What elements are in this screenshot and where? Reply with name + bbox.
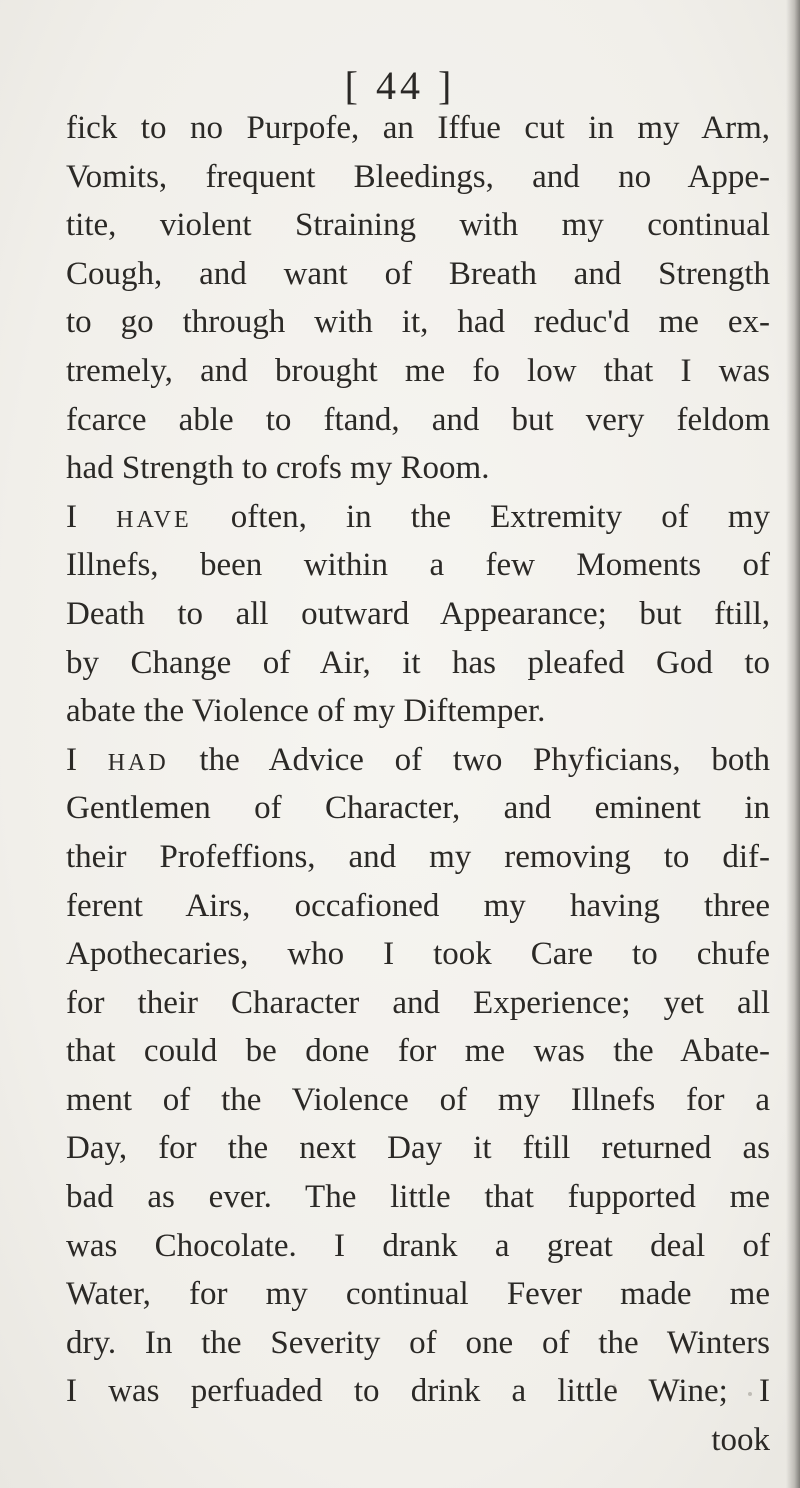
text-line: Vomits, frequent Bleedings, and no Appe- — [66, 158, 770, 195]
text-line: Death to all outward Appearance; but ftill, — [66, 595, 770, 632]
paragraph-opening-line — [66, 493, 770, 542]
text-line: Day, for the next Day it ftill returned as — [66, 1130, 770, 1167]
text-line: ment of the Violence of my Illnefs for a — [66, 1081, 770, 1118]
text-line: Illnefs, been within a few Moments of — [66, 547, 770, 584]
small-caps-lead: HAD — [107, 749, 169, 776]
small-caps-lead: HAVE — [116, 506, 192, 533]
page-number: [ 44 ] — [344, 63, 456, 108]
text-line: I was perfuaded to drink a little Wine; I — [66, 1373, 770, 1410]
text-line: bad as ever. The little that fupported me — [66, 1179, 770, 1216]
paragraph-initial: I — [66, 498, 77, 535]
text-line: ferent Airs, occafioned my having three — [66, 887, 770, 924]
text-line: Apothecaries, who I took Care to chufe — [66, 936, 770, 973]
text-line: fick to no Purpofe, an Iffue cut in my Arm, — [66, 110, 770, 146]
text-line: dry. In the Severity of one of the Winters — [66, 1324, 770, 1361]
text-line-rest: the Advice of two Phyficians, both — [168, 741, 771, 778]
body-text — [66, 104, 770, 1465]
text-line: was Chocolate. I drank a great deal of — [66, 1227, 770, 1264]
text-line: Cough, and want of Breath and Strength — [66, 255, 770, 292]
text-line: by Change of Air, it has pleafed God to — [66, 644, 770, 681]
catchword: took — [711, 1422, 770, 1459]
page-edge-shadow — [786, 0, 800, 1488]
text-line: abate the Violence of my Diftemper. — [66, 693, 546, 730]
text-line: fcarce able to ftand, and but very feldom — [66, 401, 770, 438]
text-line: their Profeffions, and my removing to dif- — [66, 838, 770, 875]
text-line: tremely, and brought me fo low that I was — [66, 352, 770, 389]
text-line: had Strength to crofs my Room. — [66, 450, 490, 487]
paper-speck — [613, 1384, 616, 1390]
text-line: to go through with it, had reduc'd me ex- — [66, 304, 770, 341]
paper-speck — [748, 1392, 752, 1396]
text-line: Water, for my continual Fever made me — [66, 1276, 770, 1313]
paragraph-initial: I — [66, 741, 77, 778]
text-line: for their Character and Experience; yet all — [66, 984, 770, 1021]
paragraph-opening-line — [66, 736, 770, 785]
text-line-rest: often, in the Extremity of my — [191, 498, 770, 535]
text-line: Gentlemen of Character, and eminent in — [66, 790, 770, 827]
text-line: tite, violent Straining with my continual — [66, 207, 770, 244]
text-line: that could be done for me was the Abate- — [66, 1033, 770, 1070]
